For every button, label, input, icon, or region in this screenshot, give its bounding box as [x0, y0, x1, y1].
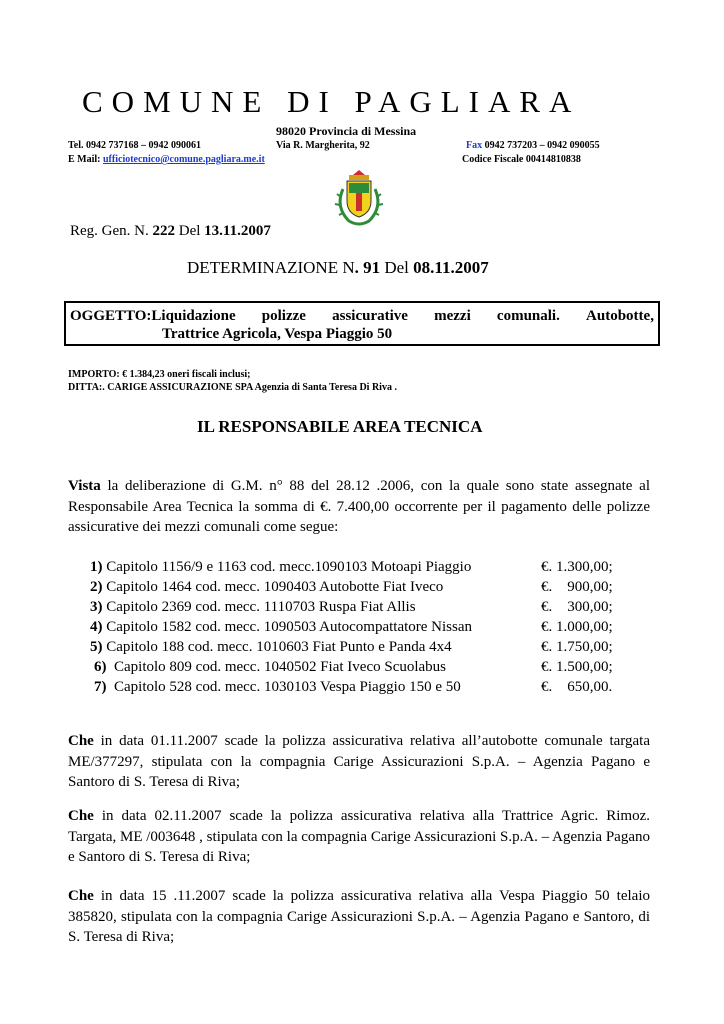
list-item: 2) Capitolo 1464 cod. mecc. 1090403 Autobotte Fiat Iveco €. 900,00;	[90, 579, 613, 595]
oggetto-line-1: OGGETTO:Liquidazione polizze assicurative mezzi comunali. Autobotte,	[70, 308, 654, 324]
importo-line: IMPORTO: € 1.384,23 oneri fiscali inclusi;	[68, 369, 251, 380]
list-item: 1) Capitolo 1156/9 e 1163 cod. mecc.1090103 Motoapi Piaggio €. 1.300,00;	[90, 559, 613, 575]
province-line: 98020 Provincia di Messina	[276, 124, 417, 138]
fax-numbers: 0942 737203 – 0942 090055	[482, 140, 600, 151]
oggetto-box	[64, 301, 660, 346]
codice-fiscale: Codice Fiscale 00414810838	[462, 154, 581, 165]
list-item: 7) Capitolo 528 cod. mecc. 1030103 Vespa Piaggio 150 e 50 €. 650,00.	[94, 679, 613, 695]
determinazione-line: DETERMINAZIONE N. 91 Del 08.11.2007	[187, 258, 489, 277]
list-item: 6) Capitolo 809 cod. mecc. 1040502 Fiat Iveco Scuolabus €. 1.500,00;	[94, 659, 613, 675]
item-amount: €. 1.300,00;	[541, 559, 613, 575]
address-line: Via R. Margherita, 92	[276, 140, 370, 151]
item-amount: €. 1.500,00;	[541, 659, 613, 675]
item-amount: €. 1.000,00;	[541, 619, 613, 635]
municipality-title: COMUNE DI PAGLIARA	[82, 84, 581, 119]
item-amount: €. 300,00;	[541, 599, 613, 615]
det-date: 08.11.2007	[413, 258, 489, 277]
list-item: 4) Capitolo 1582 cod. mecc. 1090503 Autocompattatore Nissan €. 1.000,00;	[90, 619, 613, 635]
det-number: . 91	[354, 258, 381, 277]
reg-number: 222	[152, 223, 175, 239]
item-amount: €. 900,00;	[541, 579, 613, 595]
fax-line	[466, 140, 600, 151]
ditta-line: DITTA:. CARIGE ASSICURAZIONE SPA Agenzia di Santa Teresa Di Riva .	[68, 382, 397, 393]
che-paragraph-2: Che in data 02.11.2007 scade la polizza assicurativa relativa alla Trattrice Agric. Rimoz. Targata, ME /003648 , stipulata con la compagnia Carige Assicurazioni S.p.A. – Agenzia Pagano e Santoro di S. Teresa di Riva;	[68, 808, 650, 865]
item-amount: €. 1.750,00;	[541, 639, 613, 655]
list-item: 5) Capitolo 188 cod. mecc. 1010603 Fiat Punto e Panda 4x4 €. 1.750,00;	[90, 639, 613, 655]
reg-date: 13.11.2007	[204, 223, 271, 239]
che-paragraph-3: Che in data 15 .11.2007 scade la polizza assicurativa relativa alla Vespa Piaggio 50 telaio 385820, stipulata con la compagnia Carige Assicurazioni S.p.A. – Agenzia Pagano e Santoro, di S. Teresa di Riva;	[68, 888, 650, 945]
municipal-crest-icon	[331, 167, 387, 234]
che-paragraph-1: Che in data 01.11.2007 scade la polizza assicurativa relativa all’autobotte comunale targata ME/377297, stipulata con la compagnia Carige Assicurazioni S.p.A. – Agenzia Pagano e Santoro di S. Teresa di Riva;	[68, 733, 650, 790]
email-label: E Mail:	[68, 154, 103, 165]
email-line	[68, 154, 265, 165]
section-heading: IL RESPONSABILE AREA TECNICA	[197, 417, 483, 436]
capitoli-list	[90, 557, 650, 697]
email-link[interactable]: ufficiotecnico@comune.pagliara.me.it	[103, 154, 265, 165]
telephone-line: Tel. 0942 737168 – 0942 090061	[68, 140, 201, 151]
fax-label: Fax	[466, 140, 483, 151]
vista-paragraph: Vista la deliberazione di G.M. n° 88 del 28.12 .2006, con la quale sono state assegnate al Responsabile Area Tecnica la somma di €. 7.400,00 occorrente per il pagamento delle polizze assicurative dei mezzi comunali come segue:	[68, 478, 650, 535]
list-item: 3) Capitolo 2369 cod. mecc. 1110703 Ruspa Fiat Allis €. 300,00;	[90, 599, 613, 615]
registration-number: Reg. Gen. N. 222 Del 13.11.2007	[70, 223, 271, 239]
oggetto-line-2: Trattrice Agricola, Vespa Piaggio 50	[162, 326, 393, 342]
item-amount: €. 650,00.	[541, 679, 613, 695]
